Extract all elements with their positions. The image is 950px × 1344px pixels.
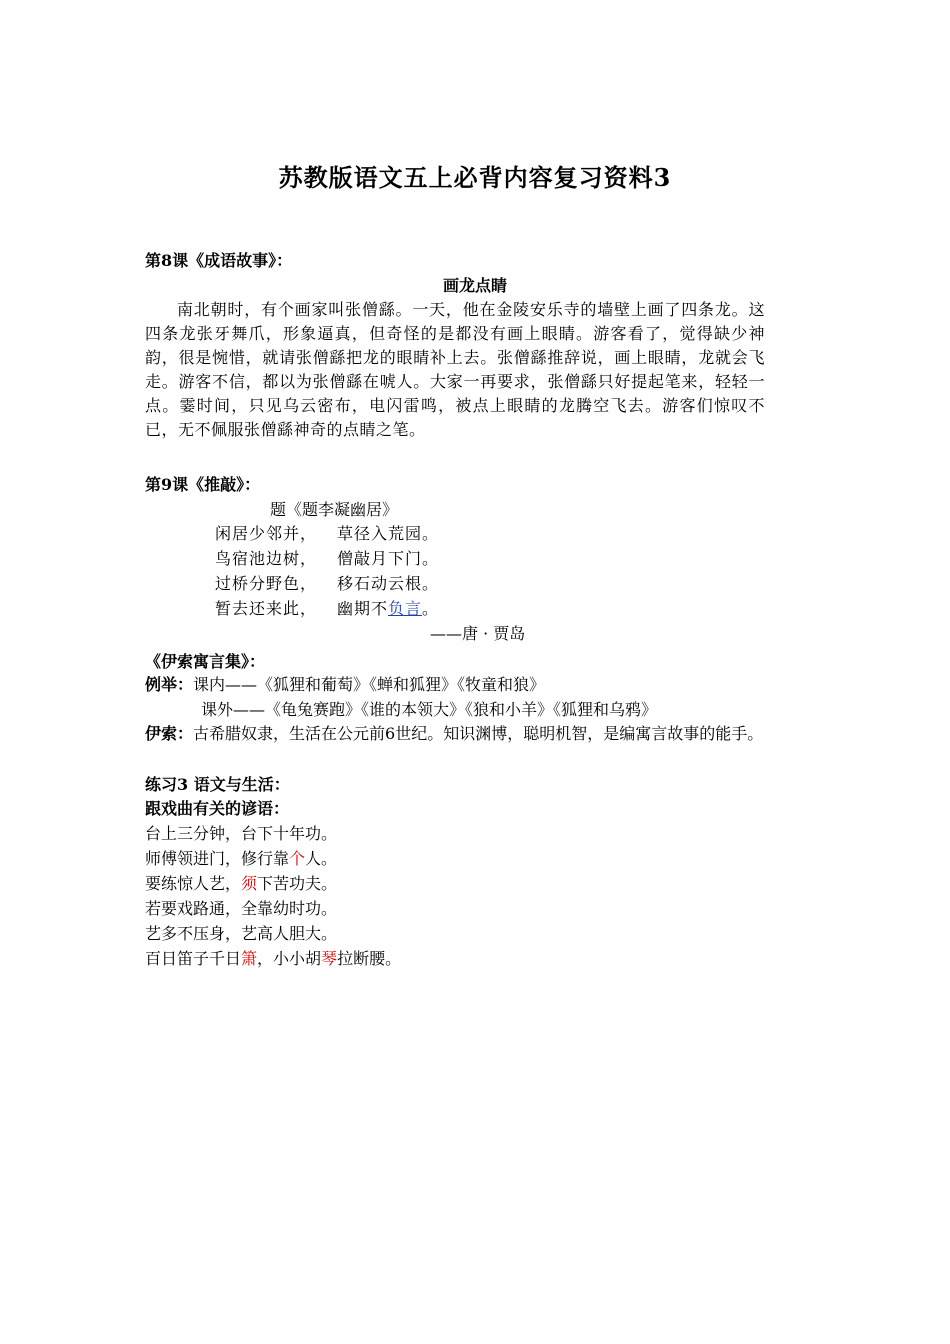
proverb-1: 台上三分钟，台下十年功。: [145, 824, 338, 843]
aesop-text: 古希腊奴隶，生活在公元前6世纪。知识渊博，聪明机智，是编寓言故事的能手。: [193, 724, 764, 743]
proverbs-heading: 跟戏曲有关的谚语：: [145, 799, 290, 818]
proverb-6-mid: ，小小胡: [257, 949, 322, 968]
fuyan-link[interactable]: 负言: [388, 599, 423, 618]
proverb-6: [145, 947, 401, 971]
proverb-3-pre: 要练惊人艺，: [145, 874, 242, 893]
poem-line-4: [215, 597, 439, 621]
poem-line-2-a: 鸟宿池边树，: [215, 549, 318, 568]
proverb-3: [145, 872, 337, 896]
exercise3-heading: 练习3 语文与生活：: [145, 775, 290, 794]
poem-line-3-b: 移石动云根。: [337, 574, 440, 593]
story-text: 南北朝时，有个画家叫张僧繇。一天，他在金陵安乐寺的墙壁上画了四条龙。这四条龙张牙舞爪，形象逼真，但奇怪的是都没有画上眼睛。游客看了，觉得缺少神韵，很是惋惜，就请张僧繇把龙的眼睛补上去。张僧繇推辞说，画上眼睛，龙就会飞走。游客不信，都以为张僧繇在唬人。大家一再要求，张僧繇只好提起笔来，轻轻一点。霎时间，只见乌云密布，电闪雷鸣，被点上眼睛的龙腾空飞去。游客们惊叹不已，无不佩服张僧繇神奇的点睛之笔。: [145, 300, 765, 439]
lesson8-heading: 第8课《成语故事》：: [145, 251, 293, 270]
examples-in-row: [145, 673, 545, 697]
poem-line-4-b: [337, 597, 439, 621]
lesson9-heading: 第9课《推敲》：: [145, 475, 261, 494]
poem-line-2-b: 僧敲月下门。: [337, 549, 440, 568]
poem-title: 题《题李凝幽居》: [270, 500, 399, 519]
proverb-2-post: 人。: [305, 849, 338, 868]
poem-line-3-a: 过桥分野色，: [215, 574, 318, 593]
proverb-2-pre: 师傅领进门，修行靠: [145, 849, 290, 868]
proverb-5: 艺多不压身，艺高人胆大。: [145, 924, 338, 943]
aesop-heading: 《伊索寓言集》：: [145, 652, 266, 671]
examples-in: 课内——《狐狸和葡萄》《蝉和狐狸》《牧童和狼》: [193, 675, 546, 694]
story-title: 画龙点睛: [442, 276, 507, 295]
proverb-3-red: 须: [241, 874, 258, 893]
poem-line-4-b-post: 。: [422, 599, 440, 618]
poem-line-1: [215, 522, 439, 546]
proverb-6-red-2: 琴: [321, 949, 338, 968]
poem-line-4-a: 暂去还来此，: [215, 599, 318, 618]
proverb-4: 若要戏路通，全靠幼时功。: [145, 899, 338, 918]
examples-out: 课外——《龟兔赛跑》《谁的本领大》《狼和小羊》《狐狸和乌鸦》: [201, 700, 658, 719]
poem-line-3: [215, 572, 439, 596]
poem-line-1-b: 草径入荒园。: [337, 524, 440, 543]
poem-author: ——唐 · 贾岛: [430, 624, 526, 643]
proverb-6-post: 拉断腰。: [337, 949, 402, 968]
aesop-desc-body: [145, 722, 815, 746]
aesop-label: 伊索：: [145, 724, 194, 743]
aesop-desc: [145, 722, 815, 746]
poem-line-1-a: 闲居少邻并，: [215, 524, 318, 543]
proverb-2: [145, 847, 337, 871]
proverb-6-pre: 百日笛子千日: [145, 949, 242, 968]
poem-line-2: [215, 547, 439, 571]
poem-line-4-b-pre: 幽期不: [337, 599, 389, 618]
examples-label: 例举：: [145, 675, 194, 694]
proverb-2-red: 个: [289, 849, 306, 868]
proverb-3-post: 下苦功夫。: [257, 874, 338, 893]
page-title: 苏教版语文五上必背内容复习资料3: [278, 163, 672, 192]
proverb-6-red-1: 箫: [241, 949, 258, 968]
